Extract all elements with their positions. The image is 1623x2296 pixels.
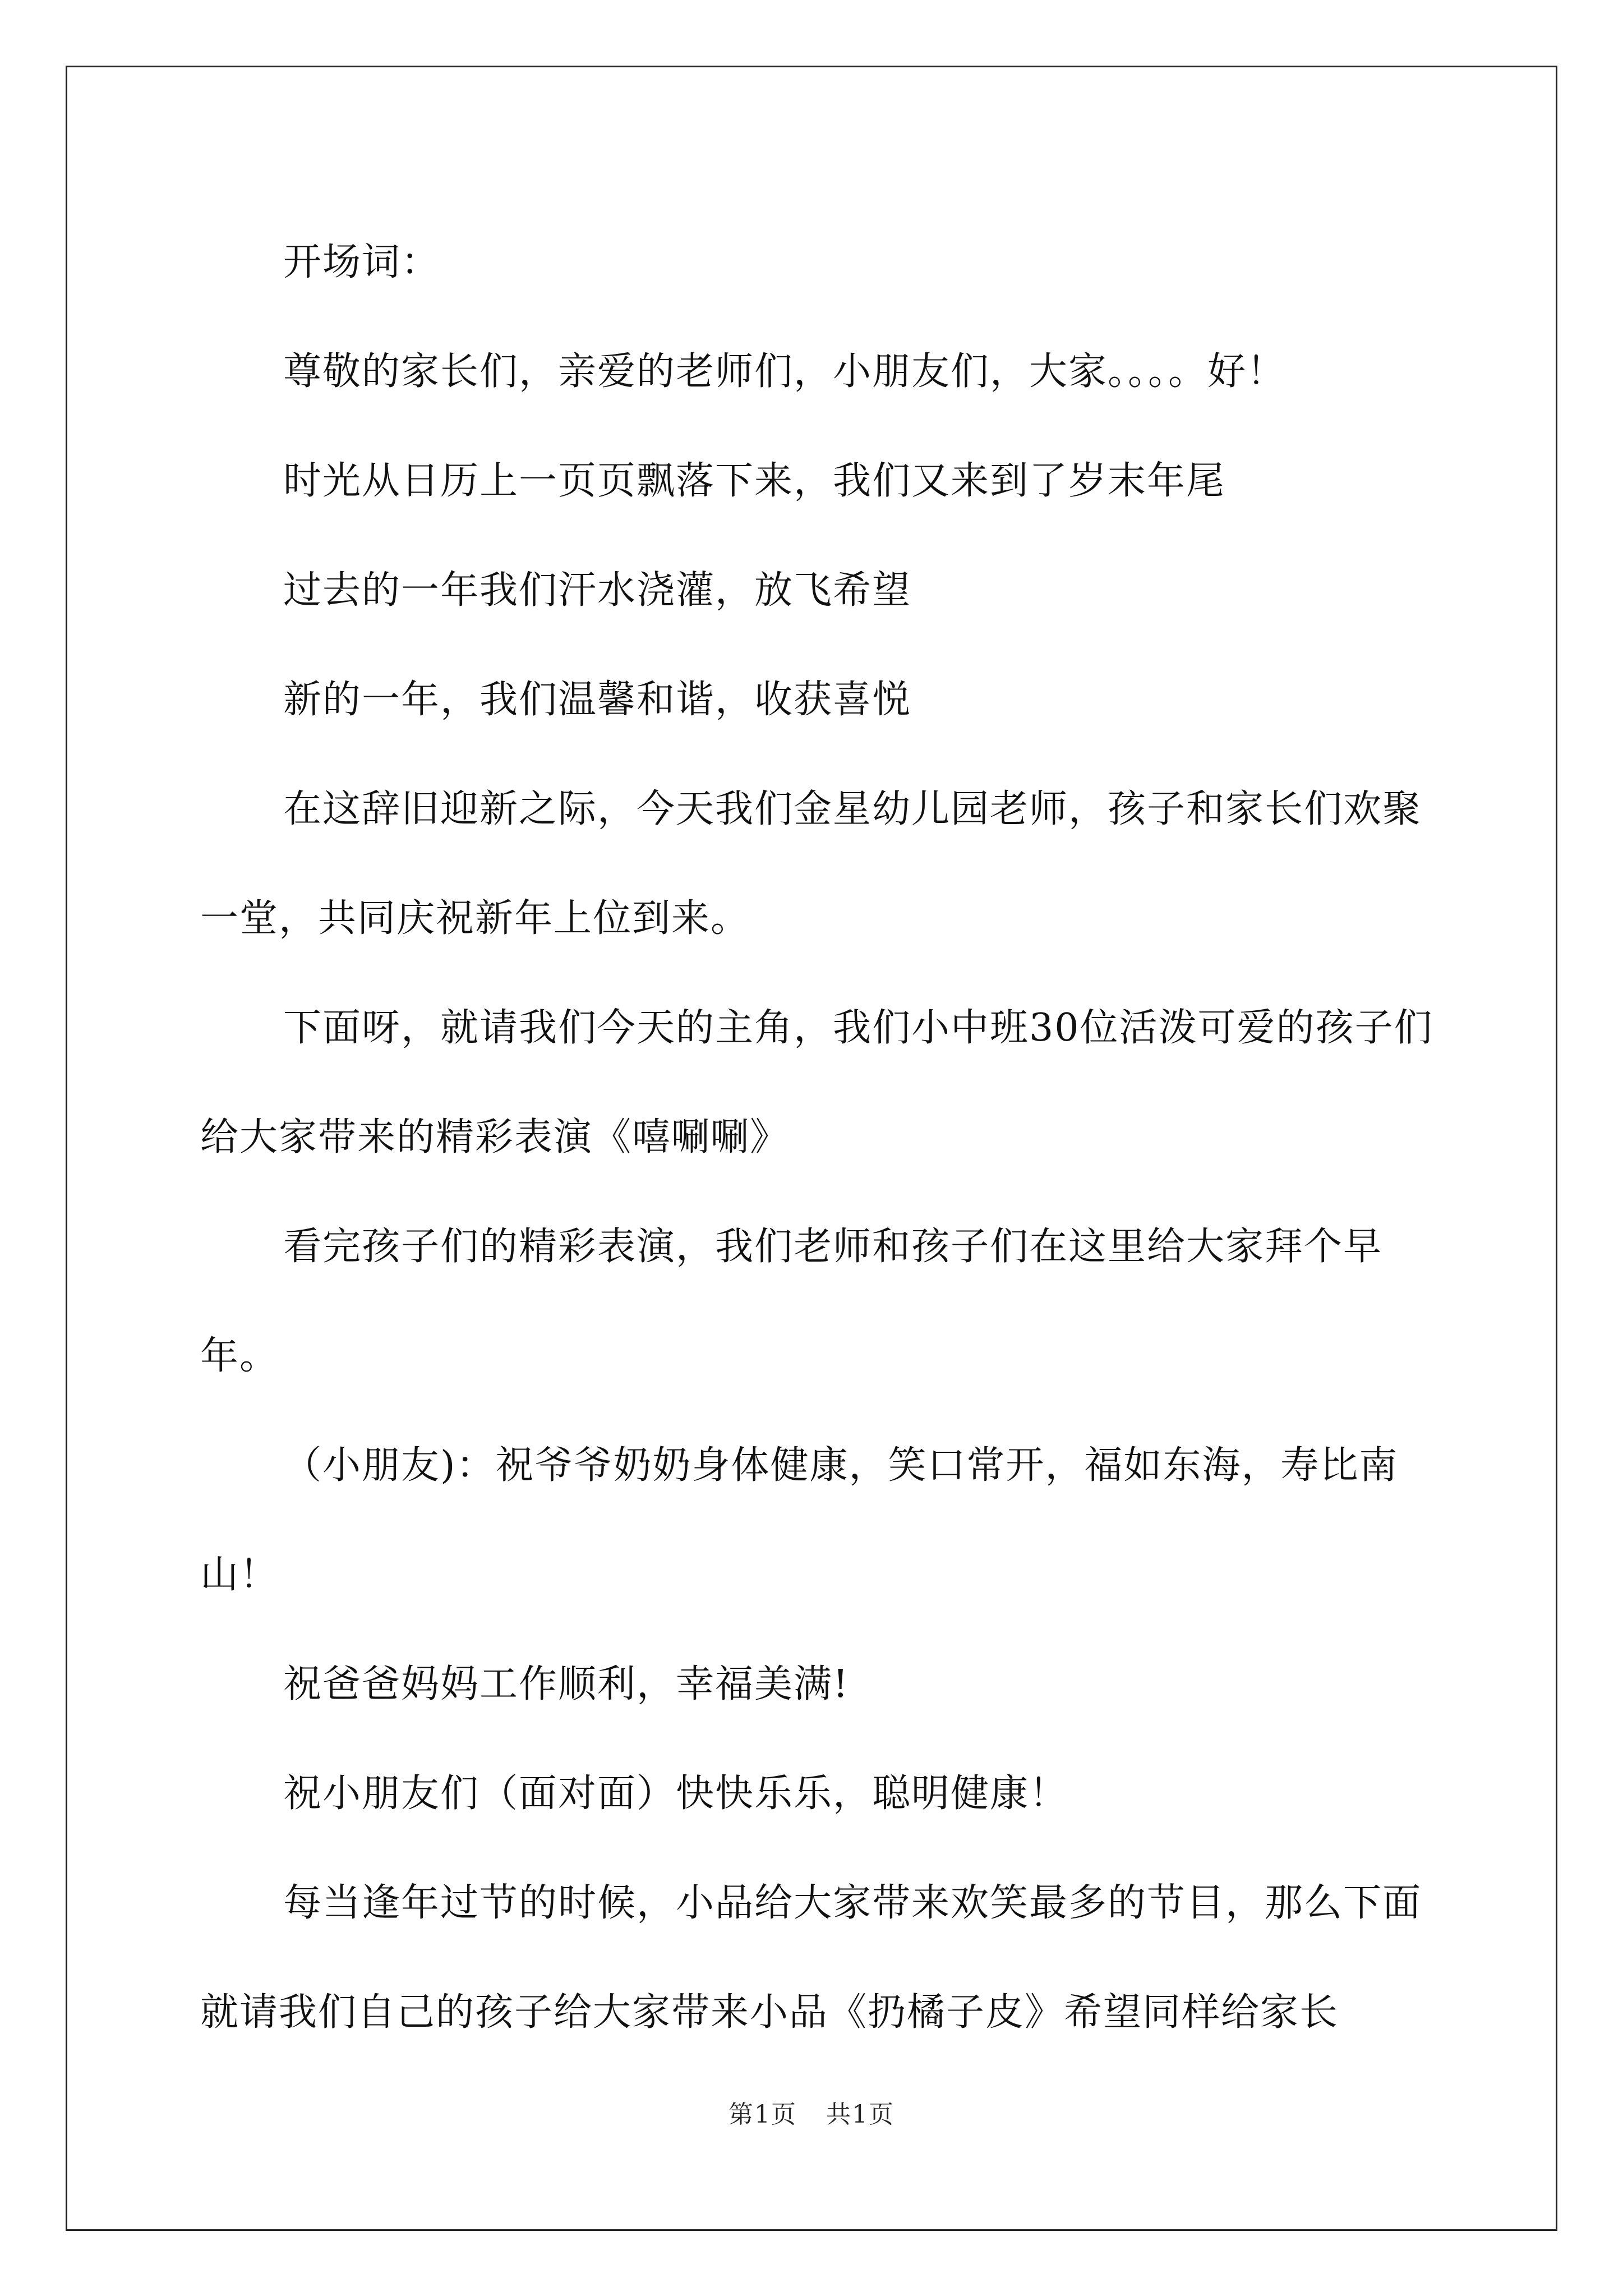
- paragraph-performance-intro: 下面呀，就请我们今天的主角，我们小中班30位活泼可爱的孩子们给大家带来的精彩表演《嘻唰唰》: [200, 1006, 1433, 1159]
- paragraph-new-year: 新的一年，我们温馨和谐，收获喜悦: [283, 678, 912, 722]
- paragraph-past-year: 过去的一年我们汗水浇灌，放飞希望: [283, 568, 912, 613]
- paragraph-gathering: 在这辞旧迎新之际，今天我们金星幼儿园老师，孩子和家长们欢聚一堂，共同庆祝新年上位到来。: [200, 787, 1422, 941]
- page-number-current: 第1页: [728, 2100, 797, 2129]
- paragraph-new-year-greeting: 看完孩子们的精彩表演，我们老师和孩子们在这里给大家拜个早年。: [200, 1225, 1383, 1378]
- paragraph-greeting: 尊敬的家长们，亲爱的老师们，小朋友们，大家。。。。好！: [283, 349, 1287, 394]
- paragraph-opening-title: 开场词：: [283, 240, 441, 284]
- document-body: [200, 208, 1434, 2067]
- page-number-total: 共1页: [826, 2100, 895, 2129]
- paragraph-wish-children: 祝小朋友们（面对面）快快乐乐，聪明健康！: [283, 1772, 1069, 1816]
- paragraph-skit-intro: 每当逢年过节的时候，小品给大家带来欢笑最多的节目，那么下面就请我们自己的孩子给大家带来小品《扔橘子皮》希望同样给家长: [200, 1881, 1422, 2035]
- paragraph-wish-parents: 祝爸爸妈妈工作顺利，幸福美满!: [283, 1662, 850, 1706]
- page-footer: [0, 2094, 1623, 2130]
- paragraph-children-wish-grandparents: （小朋友)：祝爷爷奶奶身体健康，笑口常开，福如东海，寿比南山！: [200, 1443, 1399, 1597]
- paragraph-time: 时光从日历上一页页飘落下来，我们又来到了岁末年尾: [283, 459, 1226, 503]
